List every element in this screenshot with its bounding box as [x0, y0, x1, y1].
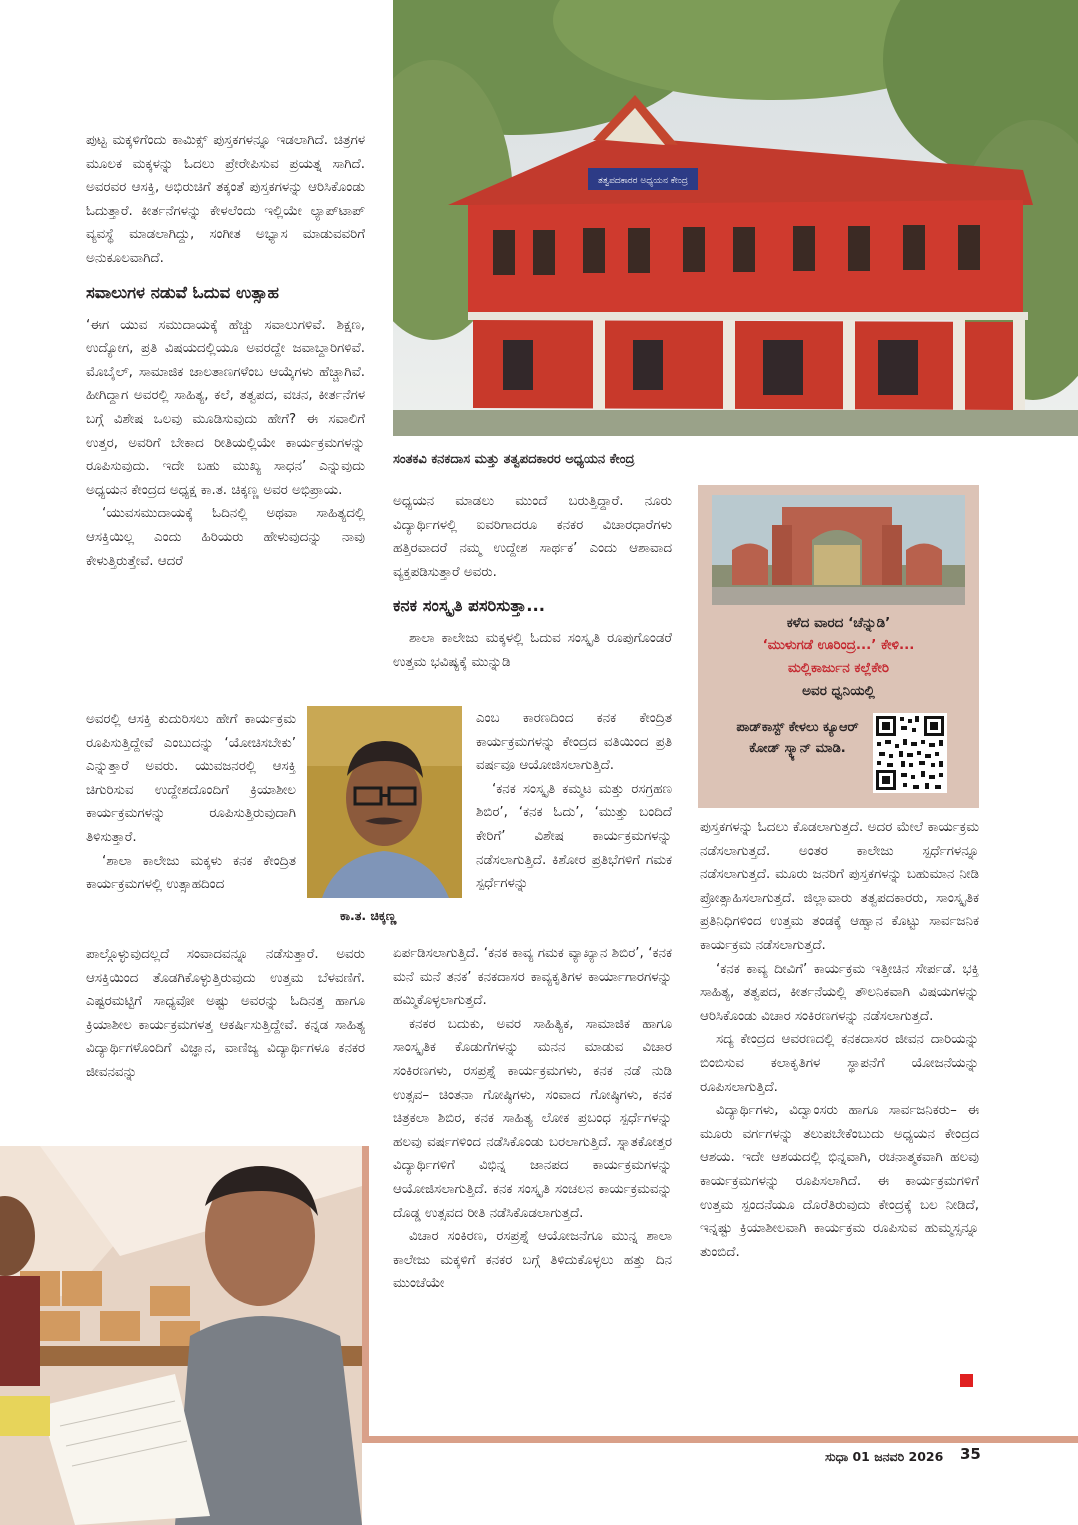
- section-heading-culture: ಕನಕ ಸಂಸ್ಕೃತಿ ಪಸರಿಸುತ್ತಾ...: [393, 596, 546, 616]
- podcast-speaker: ಮಲ್ಲಿಕಾರ್ಜುನ ಕಲ್ಲೆಕೇರಿ: [787, 660, 890, 676]
- column-2-wrap: [476, 707, 672, 896]
- frame-bottom-rule: [362, 1436, 1078, 1443]
- portrait-photo: [307, 706, 462, 898]
- paragraph: ‘ಯುವಸಮುದಾಯಕ್ಕೆ ಓದಿನಲ್ಲಿ ಅಥವಾ ಸಾಹಿತ್ಯದಲ್ಲಿ ಆಸಕ್ತಿಯಿಲ್ಲ ಎಂದು ಹಿರಿಯರು ಹೇಳುವುದನ್ನು ನಾವು ಕೇಳುತ್ತಿರುತ್ತೇವೆ. ಆದರೆ: [86, 506, 365, 569]
- end-mark: [960, 1374, 973, 1387]
- paragraph: ಕನಕರ ಬದುಕು, ಅವರ ಸಾಹಿತ್ಯಿಕ, ಸಾಮಾಜಿಕ ಹಾಗೂ ಸಾಂಸ್ಕೃತಿಕ ಕೊಡುಗೆಗಳನ್ನು ಮನನ ಮಾಡುವ ವಿಚಾರ ಸಂಕಿರಣಗಳು, ರಸಪ್ರಶ್ನೆ ಕಾರ್ಯಕ್ರಮಗಳು, ಕನಕ ನಡೆ ನುಡಿ ಉತ್ಸವ– ಚಿಂತನಾ ಗೋಷ್ಠಿಗಳು, ಸಂವಾದ ಗೋಷ್ಠಿಗಳು, ಕನಕ ಚಿತ್ರಕಲಾ ಶಿಬಿರ, ಕನಕ ಸಾಹಿತ್ಯ ಲೋಕ ಪ್ರಬಂಧ ಸ್ಪರ್ಧೆಗಳನ್ನು ಹಲವು ವರ್ಷಗಳಿಂದ ನಡೆಸಿಕೊಂಡು ಬರಲಾಗುತ್ತಿದೆ. ಸ್ನಾತಕೋತ್ತರ ವಿದ್ಯಾರ್ಥಿಗಳಿಗೆ ವಿಭಿನ್ನ ಜಾನಪದ ಕಾರ್ಯಕ್ರಮಗಳನ್ನು ಆಯೋಜಿಸಲಾಗುತ್ತಿದೆ. ಕನಕ ಸಂಸ್ಕೃತಿ ಸಂಚಲನ ಕಾರ್ಯಕ್ರಮವನ್ನು ದೊಡ್ಡ ಉತ್ಸವದ ರೀತಿ ನಡೆಸಿಕೊಡಲಾಗುತ್ತದೆ.: [393, 1016, 672, 1221]
- paragraph: ಶಾಲಾ ಕಾಲೇಜು ಮಕ್ಕಳಲ್ಲಿ ಓದುವ ಸಂಸ್ಕೃತಿ ರೂಪುಗೊಂಡರೆ ಉತ್ತಮ ಭವಿಷ್ಯಕ್ಕೆ ಮುನ್ನುಡಿ: [393, 631, 672, 670]
- gate-photo: [712, 495, 965, 605]
- column-1-bottom: [86, 943, 365, 1085]
- podcast-scan-text: ಪಾಡ್‌ಕಾಸ್ಟ್ ಕೇಳಲು ಕ್ಯೂಆರ್ ಕೋಡ್ ಸ್ಕ್ಯಾನ್ ಮಾಡಿ.: [736, 720, 859, 756]
- paragraph: ‘ಕನಕ ಸಂಸ್ಕೃತಿ ಕಮ್ಮಟ ಮತ್ತು ರಸಗ್ರಹಣ ಶಿಬಿರ’, ‘ಕನಕ ಓದು’, ‘ಮುತ್ತು ಬಂದಿದೆ ಕೇರಿಗೆ’ ವಿಶೇಷ ಕಾರ್ಯಕ್ರಮಗಳನ್ನು ನಡೆಸಲಾಗುತ್ತಿದೆ. ಕಿಶೋರ ಪ್ರತಿಭೆಗಳಿಗೆ ಗಮಕ ಸ್ಪರ್ಧೆಗಳನ್ನು: [476, 781, 672, 892]
- paragraph: ಅಧ್ಯಯನ ಮಾಡಲು ಮುಂದೆ ಬರುತ್ತಿದ್ದಾರೆ. ನೂರು ವಿದ್ಯಾರ್ಥಿಗಳಲ್ಲಿ ಐವರಿಗಾದರೂ ಕನಕರ ವಿಚಾರಧಾರೆಗಳು ಹತ್ತಿರವಾದರೆ ನಮ್ಮ ಉದ್ದೇಶ ಸಾರ್ಥಕ’ ಎಂದು ಆಶಾವಾದ ವ್ಯಕ್ತಪಡಿಸುತ್ತಾರೆ ಅವರು.: [393, 494, 672, 580]
- paragraph: ಪುಸ್ತಕಗಳನ್ನು ಓದಲು ಕೊಡಲಾಗುತ್ತದೆ. ಅದರ ಮೇಲೆ ಕಾರ್ಯಕ್ರಮ ನಡೆಸಲಾಗುತ್ತದೆ. ಅಂತರ ಕಾಲೇಜು ಸ್ಪರ್ಧೆಗಳನ್ನೂ ನಡೆಸಲಾಗುತ್ತದೆ. ಮೂರು ಜನರಿಗೆ ಪುಸ್ತಕಗಳನ್ನು ಬಹುಮಾನ ನೀಡಿ ಪ್ರೋತ್ಸಾಹಿಸಲಾಗುತ್ತದೆ. ಜಿಲ್ಲಾವಾರು ತತ್ವಪದಕಾರರು, ಸಾಂಸ್ಕೃತಿಕ ಪ್ರತಿನಿಧಿಗಳಿಂದ ಉತ್ತಮ ತಂಡಕ್ಕೆ ಆಹ್ವಾನ ಕೊಟ್ಟು ಸಾರ್ವಜನಿಕ ಕಾರ್ಯಕ್ರಮ ನಡೆಸಲಾಗುತ್ತದೆ.: [700, 820, 979, 953]
- paragraph: ಎಂಬ ಕಾರಣದಿಂದ ಕನಕ ಕೇಂದ್ರಿತ ಕಾರ್ಯಕ್ರಮಗಳನ್ನು ಕೇಂದ್ರದ ವತಿಯಿಂದ ಪ್ರತಿ ವರ್ಷವೂ ಆಯೋಜಿಸಲಾಗುತ್ತಿದೆ.: [476, 711, 672, 774]
- column-1-wrap: [86, 708, 296, 897]
- intro-paragraph: ಪುಟ್ಟ ಮಕ್ಕಳಿಗೆಂದು ಕಾಮಿಕ್ಸ್ ಪುಸ್ತಕಗಳನ್ನೂ ಇಡಲಾಗಿದೆ. ಚಿತ್ರಗಳ ಮೂಲಕ ಮಕ್ಕಳನ್ನು ಓದಲು ಪ್ರೇರೇಪಿಸುವ ಪ್ರಯತ್ನ ಸಾಗಿದೆ. ಅವರವರ ಆಸಕ್ತಿ, ಅಭಿರುಚಿಗೆ ತಕ್ಕಂತೆ ಪುಸ್ತಕಗಳನ್ನು ಆರಿಸಿಕೊಂಡು ಓದುತ್ತಾರೆ. ಕೀರ್ತನೆಗಳನ್ನು ಕೇಳಲೆಂದು ಇಲ್ಲಿಯೇ ಲ್ಯಾಪ್‌ಟಾಪ್ ವ್ಯವಸ್ಥೆ ಮಾಡಲಾಗಿದ್ದು, ಸಂಗೀತ ಅಭ್ಯಾಸ ಮಾಡುವವರಿಗೆ ಅನುಕೂಲವಾಗಿದೆ.: [86, 133, 365, 266]
- paragraph: ‘ಶಾಲಾ ಕಾಲೇಜು ಮಕ್ಕಳು ಕನಕ ಕೇಂದ್ರಿತ ಕಾರ್ಯಕ್ರಮಗಳಲ್ಲಿ ಉತ್ಸಾಹದಿಂದ: [86, 853, 296, 893]
- building-sign: ತತ್ವಪದಕಾರರ ಅಧ್ಯಯನ ಕೇಂದ್ರ: [597, 176, 689, 186]
- paragraph: ‘ಈಗ ಯುವ ಸಮುದಾಯಕ್ಕೆ ಹೆಚ್ಚು ಸವಾಲುಗಳಿವೆ. ಶಿಕ್ಷಣ, ಉದ್ಯೋಗ, ಪ್ರತಿ ವಿಷಯದಲ್ಲಿಯೂ ಅವರದ್ದೇ ಜವಾಬ್ದಾರಿಗಳಿವೆ. ಮೊಬೈಲ್, ಸಾಮಾಜಿಕ ಜಾಲತಾಣಗಳೆಂಬ ಆಯ್ಕೆಗಳು ಹೆಚ್ಚಾಗಿವೆ. ಹೀಗಿದ್ದಾಗ ಅವರಲ್ಲಿ ಸಾಹಿತ್ಯ, ಕಲೆ, ತತ್ವಪದ, ವಚನ, ಕೀರ್ತನೆಗಳ ಬಗ್ಗೆ ವಿಶೇಷ ಒಲವು ಮೂಡಿಸುವುದು ಹೇಗೆ? ಈ ಸವಾಲಿಗೆ ಉತ್ತರ, ಅವರಿಗೆ ಬೇಕಾದ ರೀತಿಯಲ್ಲಿಯೇ ಕಾರ್ಯಕ್ರಮಗಳನ್ನು ರೂಪಿಸುವುದು. ಇದೇ ಬಹು ಮುಖ್ಯ ಸಾಧನ’ ಎನ್ನುವುದು ಅಧ್ಯಯನ ಕೇಂದ್ರದ ಅಧ್ಯಕ್ಷ ಕಾ.ತ. ಚಿಕ್ಕಣ್ಣ ಅವರ ಅಭಿಪ್ರಾಯ.: [86, 317, 365, 498]
- paragraph: ಏರ್ಪಡಿಸಲಾಗುತ್ತಿದೆ. ‘ಕನಕ ಕಾವ್ಯ ಗಮಕ ವ್ಯಾಖ್ಯಾನ ಶಿಬಿರ’, ‘ಕನಕ ಮನೆ ಮನೆ ತನಕ’ ಕನಕದಾಸರ ಕಾವ್ಯಕೃತಿಗಳ ಕಾರ್ಯಾಗಾರಗಳನ್ನು ಹಮ್ಮಿಕೊಳ್ಳಲಾಗುತ್ತದೆ.: [393, 946, 672, 1009]
- issue-footer: ಸುಧಾ 01 ಜನವರಿ 2026: [825, 1449, 944, 1464]
- column-3: [700, 816, 979, 1264]
- paragraph: ‘ಕನಕ ಕಾವ್ಯ ದೀವಿಗೆ’ ಕಾರ್ಯಕ್ರಮ ಇತ್ತೀಚಿನ ಸೇರ್ಪಡೆ. ಭಕ್ತಿ ಸಾಹಿತ್ಯ, ತತ್ವಪದ, ಕೀರ್ತನೆಯಲ್ಲಿ ತೌಲನಿಕವಾಗಿ ವಿಷಯಗಳನ್ನು ಆರಿಸಿಕೊಂಡು ವಿಚಾರ ಸಂಕಿರಣಗಳನ್ನು ನಡೆಸಲಾಗುತ್ತದೆ.: [700, 961, 979, 1024]
- column-2-bottom: [393, 942, 672, 1296]
- frame-left-rule: [362, 1146, 369, 1441]
- qr-code-icon[interactable]: [873, 713, 947, 793]
- paragraph: ವಿದ್ಯಾರ್ಥಿಗಳು, ವಿದ್ವಾಂಸರು ಹಾಗೂ ಸಾರ್ವಜನಿಕರು– ಈ ಮೂರು ವರ್ಗಗಳನ್ನು ತಲುಪಬೇಕೆಂಬುದು ಅಧ್ಯಯನ ಕೇಂದ್ರದ ಆಶಯ. ಇದೇ ಆಶಯದಲ್ಲಿ ಭಿನ್ನವಾಗಿ, ರಚನಾತ್ಮಕವಾಗಿ ಹಲವು ಕಾರ್ಯಕ್ರಮಗಳನ್ನು ರೂಪಿಸಲಾಗಿದೆ. ಈ ಕಾರ್ಯಕ್ರಮಗಳಿಗೆ ಉತ್ತಮ ಸ್ಪಂದನೆಯೂ ದೊರೆತಿರುವುದು ಕೇಂದ್ರಕ್ಕೆ ಬಲ ನೀಡಿದೆ, ಇನ್ನಷ್ಟು ಕ್ರಿಯಾಶೀಲವಾಗಿ ಕಾರ್ಯಕ್ರಮ ರೂಪಿಸುವ ಹುಮ್ಮಸ್ಸನ್ನೂ ತುಂಬಿದೆ.: [700, 1103, 979, 1260]
- page-number: 35: [960, 1445, 981, 1463]
- building-caption: ಸಂತಕವಿ ಕನಕದಾಸ ಮತ್ತು ತತ್ವಪದಕಾರರ ಅಧ್ಯಯನ ಕೇಂದ್ರ: [393, 452, 635, 467]
- paragraph: ಪಾಲ್ಗೊಳ್ಳುವುದಲ್ಲದೆ ಸಂವಾದವನ್ನೂ ನಡೆಸುತ್ತಾರೆ. ಅವರು ಆಸಕ್ತಿಯಿಂದ ತೊಡಗಿಕೊಳ್ಳುತ್ತಿರುವುದು ಉತ್ತಮ ಬೆಳವಣಿಗೆ. ಎಷ್ಟರಮಟ್ಟಿಗೆ ಸಾಧ್ಯವೋ ಅಷ್ಟು ಅವರನ್ನು ಓದಿನತ್ತ ಹಾಗೂ ಕ್ರಿಯಾಶೀಲ ಕಾರ್ಯಕ್ರಮಗಳತ್ತ ಆಕರ್ಷಿಸುತ್ತಿದ್ದೇವೆ. ಕನ್ನಡ ಸಾಹಿತ್ಯ ವಿದ್ಯಾರ್ಥಿಗಳೊಂದಿಗೆ ವಿಜ್ಞಾನ, ವಾಣಿಜ್ಯ ವಿದ್ಯಾರ್ಥಿಗಳೂ ಕನಕರ ಜೀವನವನ್ನು: [86, 947, 365, 1080]
- column-1-top: [86, 129, 365, 573]
- section-heading-challenges: ಸವಾಲುಗಳ ನಡುವೆ ಓದುವ ಉತ್ಸಾಹ: [86, 282, 279, 302]
- podcast-box: [698, 485, 979, 808]
- building-photo: [393, 0, 1078, 436]
- paragraph: ಅವರಲ್ಲಿ ಆಸಕ್ತಿ ಕುದುರಿಸಲು ಹೇಗೆ ಕಾರ್ಯಕ್ರಮ ರೂಪಿಸುತ್ತಿದ್ದೇವೆ ಎಂಬುದನ್ನು ‘ಯೋಚಿಸಬೇಕು’ ಎನ್ನುತ್ತಾರೆ ಅವರು. ಯುವಜನರಲ್ಲಿ ಆಸಕ್ತಿ ಚಿಗುರಿಸುವ ಉದ್ದೇಶದೊಂದಿಗೆ ಕ್ರಿಯಾಶೀಲ ಕಾರ್ಯಕ್ರಮಗಳನ್ನು ರೂಪಿಸುತ್ತಿರುವುದಾಗಿ ತಿಳಿಸುತ್ತಾರೆ.: [86, 712, 296, 845]
- paragraph: ಸದ್ಯ ಕೇಂದ್ರದ ಆವರಣದಲ್ಲಿ ಕನಕದಾಸರ ಜೀವನ ದಾರಿಯನ್ನು ಬಿಂಬಿಸುವ ಕಲಾಕೃತಿಗಳ ಸ್ಥಾಪನೆಗೆ ಯೋಜನೆಯನ್ನು ರೂಪಿಸಲಾಗುತ್ತಿದೆ.: [700, 1032, 979, 1095]
- column-2-top: [393, 490, 672, 675]
- podcast-line-4: ಅವರ ಧ್ವನಿಯಲ್ಲಿ: [802, 683, 875, 699]
- podcast-title[interactable]: ‘ಮುಳುಗಡೆ ಊರಿಂದ್ರ...’ ಕೇಳಿ...: [762, 637, 915, 653]
- portrait-caption: ಕಾ.ತ. ಚಿಕ್ಕಣ್ಣ: [340, 908, 397, 923]
- paragraph: ವಿಚಾರ ಸಂಕಿರಣ, ರಸಪ್ರಶ್ನೆ ಆಯೋಜನೆಗೂ ಮುನ್ನ ಶಾಲಾ ಕಾಲೇಜು ಮಕ್ಕಳಿಗೆ ಕನಕರ ಬಗ್ಗೆ ತಿಳಿದುಕೊಳ್ಳಲು ಹತ್ತು ದಿನ ಮುಂಚೆಯೇ: [393, 1229, 672, 1292]
- reading-photo: [0, 1146, 362, 1525]
- podcast-line-1: ಕಳೆದ ವಾರದ ‘ಚೆನ್ನುಡಿ’: [786, 615, 891, 631]
